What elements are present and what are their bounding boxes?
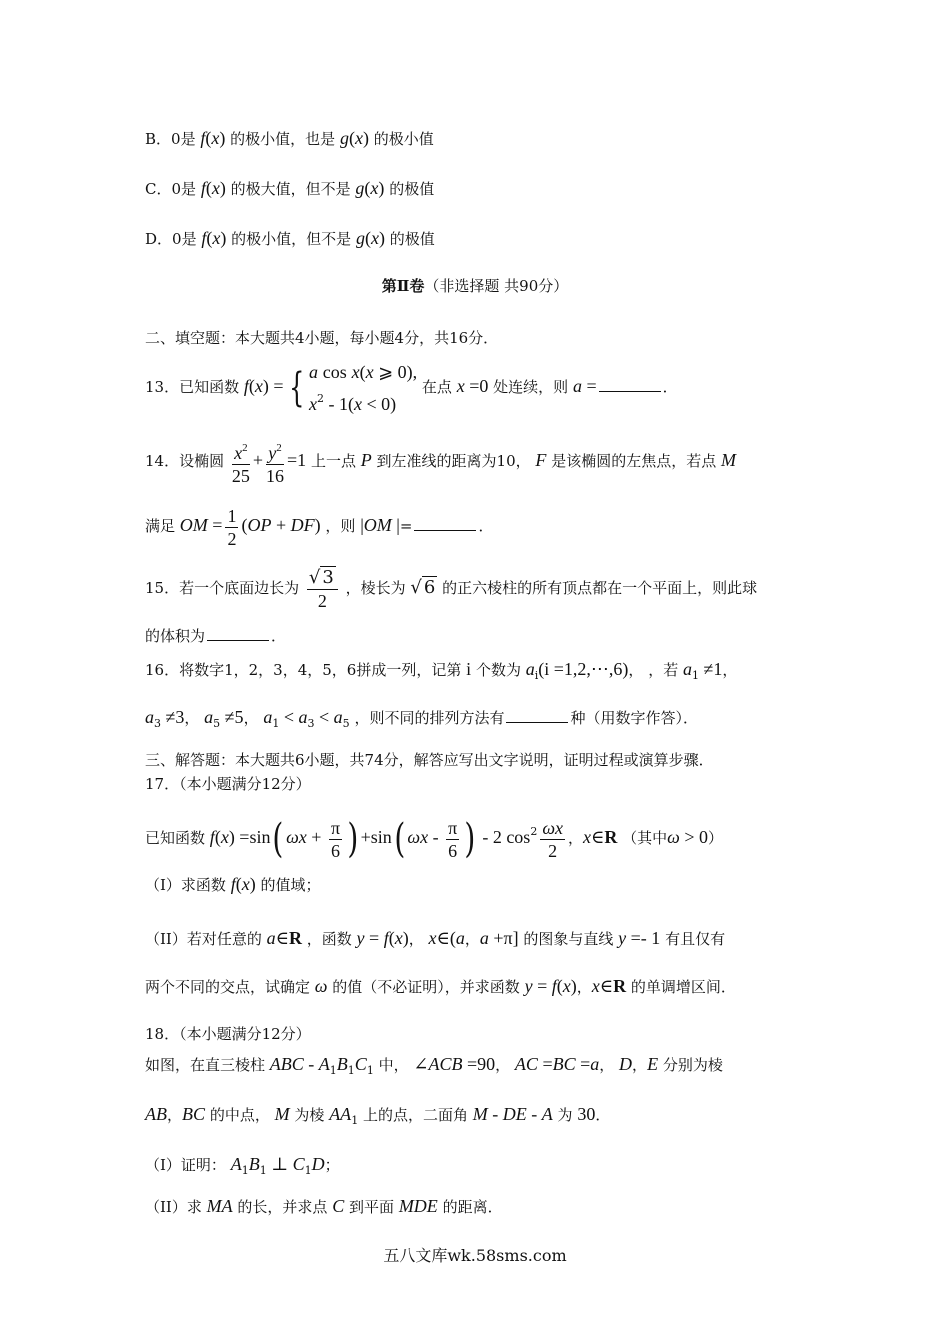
answer-blank-16[interactable]	[506, 706, 568, 723]
q18-line2: AB，BC 的中点， M 为棱 $AA_1$ 上的点，二面角 M - DE - A 为 30．	[145, 1104, 611, 1127]
option-c: C．0是 f(x) 的极大值，但不是 g(x) 的极值	[145, 178, 435, 198]
solve-heading: 三、解答题：本大题共6小题，共74分，解答应写出文字说明，证明过程或演算步骤．	[145, 751, 714, 769]
q17-part2: （II）若对任意的 a∈R ，函数 y = f(x)， x∈(a，a +π] 的图象与直线 y =- 1 有且仅有	[145, 928, 726, 948]
question-16-line2: $a_3 \ne 3$， $a_5 \ne 5$， $a_1 < a_3 < a_5$ ，则不同的排列方法有 种（用数字作答）．	[145, 707, 698, 730]
question-13: 13．已知函数 f(x) = { a cos x(x ⩾ 0), $x^2 - 1(x < 0)$ 在点 x =0 处连续，则 a = ．	[145, 361, 678, 414]
footer-watermark: 五八文库wk.58sms.com	[383, 1246, 567, 1265]
q18-part1: （I）证明： $A_1B_1$ ⊥ $C_1D$；	[145, 1154, 340, 1177]
q17-given: 已知函数 f(x) =sin( ωx + $\frac{\pi}{6}$ ) +sin( ωx - $\frac{\pi}{6}$ ) - 2 $\cos^2$ $\frac{\omega x}{2}$ ，x∈R （其中ω > 0）	[145, 816, 724, 862]
q18-head: 18．（本小题满分12分）	[145, 1025, 311, 1043]
section-title: 第Ⅱ卷（非选择题 共90分）	[381, 277, 569, 295]
question-16: 16．将数字1，2，3，4，5，6拼成一列，记第 i 个数为 $a_i(i$ =1,2,⋯,6)， ，若 $a_1 \ne 1$，	[145, 659, 738, 682]
q17-part1: （I）求函数 f(x) 的值域；	[145, 874, 321, 894]
q17-part2-line2: 两个不同的交点，试确定 ω 的值（不必证明），并求函数 y = f(x)，x∈R 的单调增区间．	[145, 976, 736, 996]
answer-blank-13[interactable]	[599, 375, 661, 392]
option-b: B．0是 f(x) 的极小值，也是 g(x) 的极小值	[145, 128, 434, 148]
fill-heading: 二、填空题：本大题共4小题，每小题4分，共16分．	[145, 329, 499, 347]
question-15-line2: 的体积为 ．	[145, 624, 810, 648]
option-d: D．0是 f(x) 的极小值，但不是 g(x) 的极值	[145, 228, 435, 248]
question-14: 14．设椭圆 $\frac{x^2}{25}$ + $\frac{y^2}{16}$ =1 上一点 P 到左准线的距离为10， F 是该椭圆的左焦点，若点 M	[145, 432, 810, 489]
question-14-line2: 满足 OM = $\frac{1}{2}$ (OP + DF) ，则 |OM |= ．	[145, 505, 494, 549]
q18-part2: （II）求 MA 的长，并求点 C 到平面 MDE 的距离．	[145, 1196, 503, 1216]
question-15: 15．若一个底面边长为 $\frac{√ 3}{2}$ ，棱长为 √ 6 的正六棱柱的所有顶点都在一个平面上，则此球	[145, 567, 758, 611]
q18-line1: 如图，在直三棱柱 ABC - $A_1B_1C_1$ 中， ∠ACB =90， AC =BC =a， D，E 分别为棱	[145, 1054, 723, 1077]
math-fx: f	[200, 128, 206, 148]
answer-blank-15[interactable]	[207, 624, 269, 641]
answer-blank-14[interactable]	[414, 514, 476, 531]
q17-head: 17．（本小题满分12分）	[145, 775, 311, 793]
